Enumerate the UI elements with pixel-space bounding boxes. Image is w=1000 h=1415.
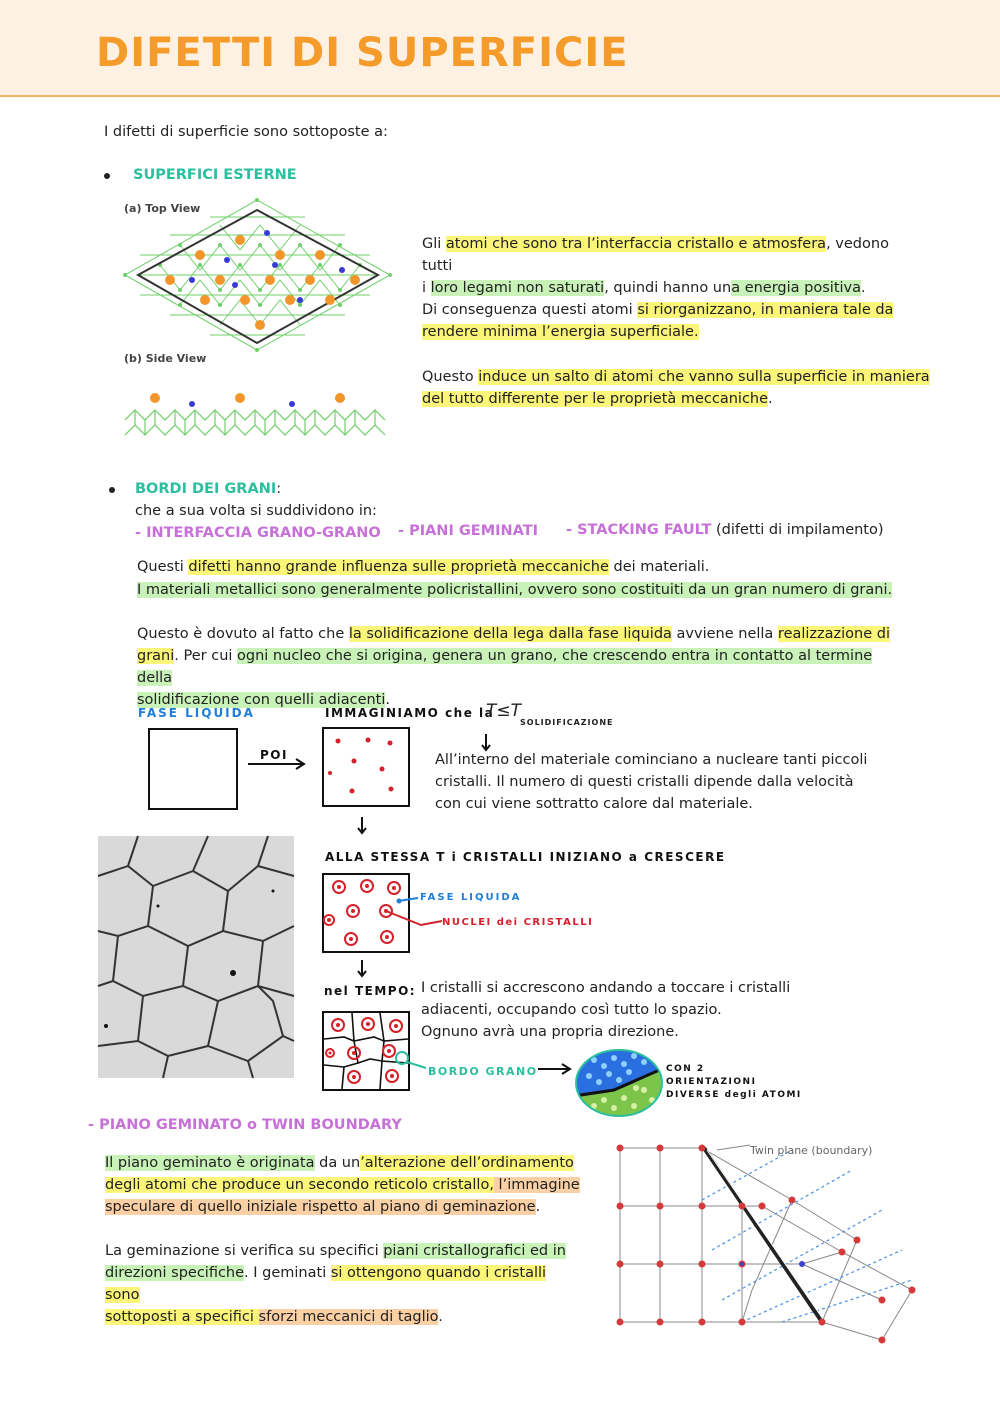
twin-plane-label: Twin plane (boundary) bbox=[750, 1144, 873, 1157]
section1-paragraph-3: Questo induce un salto di atomi che vanno sulla superficie in maniera del tutto differente per le proprietà meccaniche. bbox=[422, 369, 930, 407]
arrow-down-icon bbox=[356, 817, 368, 835]
item-stacking-fault: - STACKING FAULT (difetti di impilamento) bbox=[566, 522, 884, 538]
grain-orientation-circle bbox=[574, 1048, 664, 1118]
label-temperature-condition: T≤T bbox=[486, 701, 522, 721]
label-fase-liquida: FASE LIQUIDA bbox=[138, 706, 255, 720]
nuclei-dots bbox=[324, 729, 408, 805]
section2-paragraph-3: Questo è dovuto al fatto che la solidificazione della lega dalla fase liquida avviene nella realizzazione di grani. Per cui ogni nucleo che si origina, genera un grano, che crescendo entra in contatto al termine della solidificazione con quelli adiacenti. bbox=[137, 626, 890, 708]
heading-bordi-dei-grani: BORDI DEI GRANI: bbox=[135, 481, 282, 497]
arrow-down-icon bbox=[356, 960, 368, 978]
section2-paragraph-1: Questi difetti hanno grande influenza sulle proprietà meccaniche dei materiali. bbox=[137, 559, 710, 575]
heading-piano-geminato: - PIANO GEMINATO o TWIN BOUNDARY bbox=[88, 1117, 402, 1133]
heading-superfici-esterne: SUPERFICI ESTERNE bbox=[133, 167, 297, 183]
label-fase-liquida-pointer: FASE LIQUIDA bbox=[420, 892, 522, 903]
label-poi: POI bbox=[260, 748, 288, 762]
section2-sub-intro: che a sua volta si suddividono in: bbox=[135, 503, 377, 519]
bullet bbox=[109, 487, 115, 493]
label-nuclei-cristalli: NUCLEI dei CRISTALLI bbox=[442, 917, 594, 928]
nucleation-description: All’interno del materiale cominciano a nucleare tanti piccoli cristalli. Il numero di questi cristalli dipende dalla velocità con cui viene sottratto calore dal materiale. bbox=[435, 752, 868, 812]
figure-label-top-view: (a) Top View bbox=[124, 202, 201, 215]
label-immaginiamo: IMMAGINIAMO che la bbox=[325, 706, 495, 720]
intro-text: I difetti di superficie sono sottoposte a: bbox=[104, 124, 388, 140]
page-title: DIFETTI DI SUPERFICIE bbox=[96, 30, 629, 76]
arrow-right-icon bbox=[248, 758, 308, 770]
label-orientazioni: CON 2 ORIENTAZIONI DIVERSE degli ATOMI bbox=[666, 1064, 802, 1100]
liquid-phase-box bbox=[148, 728, 238, 810]
label-alla-stessa: ALLA STESSA T i CRISTALLI INIZIANO a CRESCERE bbox=[325, 850, 726, 864]
item-piani-geminati: - PIANI GEMINATI bbox=[398, 523, 539, 539]
label-nel-tempo: nel TEMPO: bbox=[324, 984, 417, 998]
section3-paragraph-1: Il piano geminato è originata da un’alterazione dell’ordinamento degli atomi che produce un secondo reticolo cristallo, l’immagine speculare di quello iniziale rispetto al piano di geminazione. bbox=[105, 1155, 580, 1215]
label-bordo-grano: BORDO GRANO bbox=[428, 1065, 538, 1078]
growth-description: I cristalli si accrescono andando a toccare i cristalli adiacenti, occupando così tutto lo spazio. Ognuno avrà una propria direzione. bbox=[421, 980, 791, 1040]
item-interfaccia-grano-grano: - INTERFACCIA GRANO-GRANO bbox=[135, 525, 381, 541]
figure-label-side-view: (b) Side View bbox=[124, 352, 207, 365]
section3-paragraph-2: La geminazione si verifica su specifici piani cristallografici ed in direzioni specifiche. I geminati si ottengono quando i cristalli sono sottoposti a specifici sforzi meccanici di taglio. bbox=[105, 1243, 566, 1325]
section1-paragraph-1: Gli atomi che sono tra l’interfaccia cristallo e atmosfera, vedono tutti i loro legami non saturati, quindi hanno una energia positiva. bbox=[422, 236, 889, 296]
grain-micrograph-image bbox=[98, 836, 294, 1078]
crystal-top-view-figure bbox=[120, 195, 395, 355]
crystal-side-view-figure bbox=[120, 390, 395, 445]
section2-paragraph-2: I materiali metallici sono generalmente policristallini, ovvero sono costituiti da un gran numero di grani. bbox=[137, 582, 893, 598]
twin-boundary-figure bbox=[612, 1140, 924, 1350]
page-header bbox=[0, 0, 1000, 97]
section1-paragraph-2: Di conseguenza questi atomi si riorganizzano, in maniera tale da rendere minima l’energia superficiale. bbox=[422, 302, 894, 340]
bullet bbox=[104, 173, 110, 179]
label-temperature-subscript: SOLIDIFICAZIONE bbox=[520, 718, 614, 727]
nucleation-box bbox=[322, 727, 410, 807]
arrow-right-icon bbox=[538, 1063, 572, 1075]
